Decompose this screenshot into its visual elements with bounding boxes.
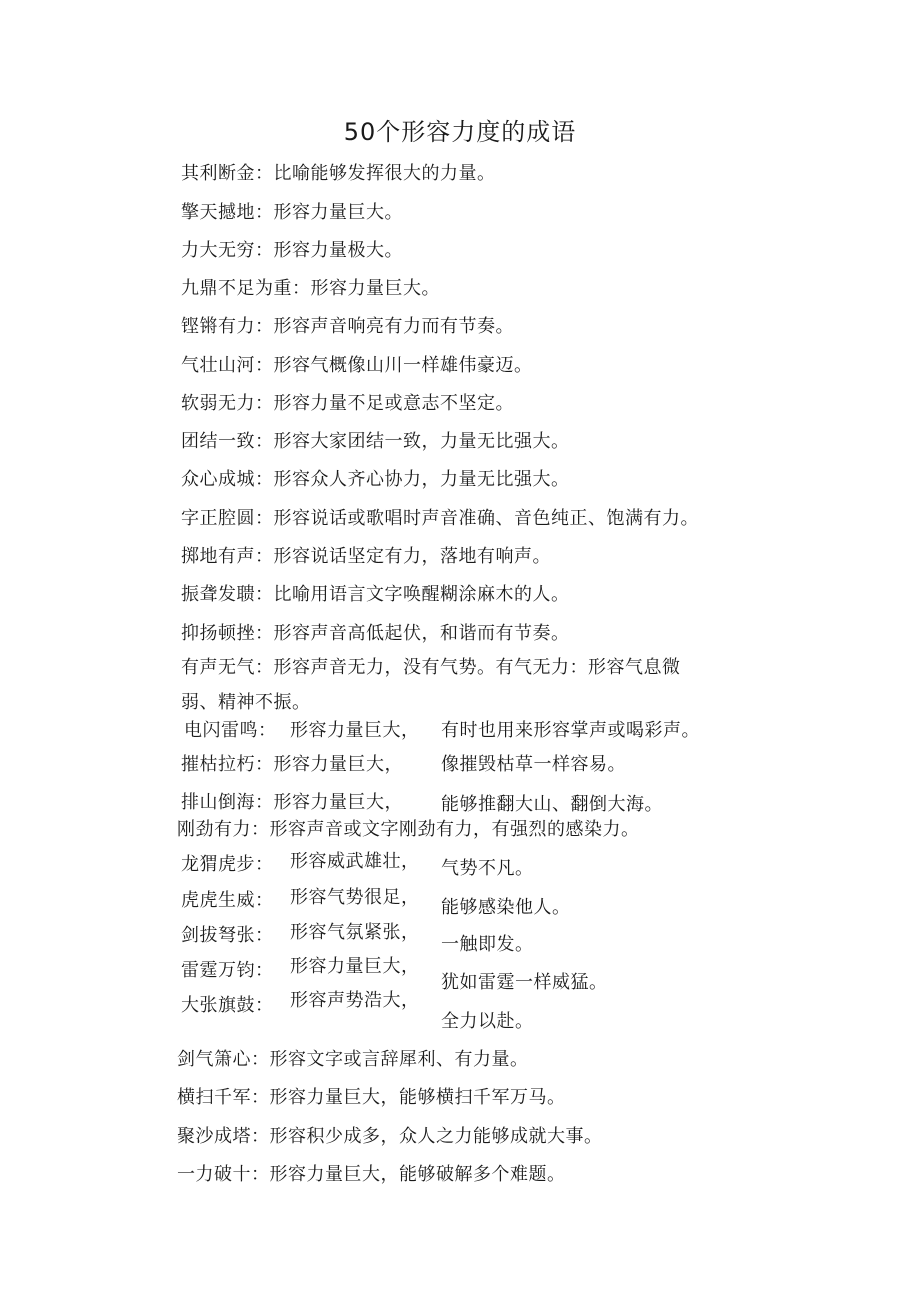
body-line: 犹如雷霆一样威猛。: [441, 972, 608, 993]
body-line: 横扫千军：形容力量巨大，能够横扫千军万马。: [177, 1087, 566, 1108]
body-line: 众心成城：形容众人齐心协力，力量无比强大。: [181, 469, 570, 490]
body-line: 形容气势很足，: [290, 887, 420, 908]
body-line: 铿锵有力：形容声音响亮有力而有节奏。: [181, 316, 514, 337]
body-line: 擎天撼地：形容力量巨大。: [181, 202, 403, 223]
body-line: 像摧毁枯草一样容易。: [441, 754, 626, 775]
body-line: 大张旗鼓：: [181, 995, 274, 1016]
body-line: 一触即发。: [441, 934, 534, 955]
body-line: 掷地有声：形容说话坚定有力，落地有响声。: [181, 546, 551, 567]
body-line: 形容力量巨大，: [290, 956, 420, 977]
body-line: 能够感染他人。: [441, 897, 571, 918]
page-title: 50个形容力度的成语: [343, 118, 577, 146]
body-line: 弱、精神不振。: [181, 692, 311, 713]
body-line: 雷霆万钧：: [181, 960, 274, 981]
body-line: 其利断金：比喻能够发挥很大的力量。: [181, 163, 496, 184]
body-line: 全力以赴。: [441, 1011, 534, 1032]
body-line: 虎虎生威：: [181, 890, 274, 911]
body-line: 抑扬顿挫：形容声音高低起伏，和谐而有节奏。: [181, 623, 570, 644]
body-line: 形容力量巨大，: [290, 720, 420, 741]
body-line: 剑气箫心：形容文字或言辞犀利、有力量。: [177, 1049, 529, 1070]
body-line: 剑拔弩张：: [181, 925, 274, 946]
body-line: 团结一致：形容大家团结一致，力量无比强大。: [181, 431, 570, 452]
body-line: 能够推翻大山、翻倒大海。: [441, 794, 663, 815]
body-line: 力大无穷：形容力量极大。: [181, 240, 403, 261]
body-line: 电闪雷鸣：: [184, 720, 277, 741]
body-line: 软弱无力：形容力量不足或意志不坚定。: [181, 393, 514, 414]
body-line: 九鼎不足为重：形容力量巨大。: [181, 278, 440, 299]
body-line: 排山倒海：形容力量巨大，: [181, 792, 403, 813]
body-line: 龙猬虎步：: [181, 854, 274, 875]
body-line: 气壮山河：形容气概像山川一样雄伟豪迈。: [181, 355, 533, 376]
body-line: 刚劲有力：形容声音或文字刚劲有力，有强烈的感染力。: [177, 819, 640, 840]
body-line: 摧枯拉朽：形容力量巨大，: [181, 754, 403, 775]
body-line: 聚沙成塔：形容积少成多，众人之力能够成就大事。: [177, 1126, 603, 1147]
body-line: 形容威武雄壮，: [290, 851, 420, 872]
body-line: 形容气氛紧张，: [290, 922, 420, 943]
body-line: 有声无气：形容声音无力，没有气势。有气无力：形容气息微: [181, 657, 681, 678]
body-line: 一力破十：形容力量巨大，能够破解多个难题。: [177, 1164, 566, 1185]
body-line: 有时也用来形容掌声或喝彩声。: [441, 720, 700, 741]
body-line: 形容声势浩大，: [290, 990, 420, 1011]
body-line: 气势不凡。: [441, 858, 534, 879]
body-line: 振聋发聩：比喻用语言文字唤醒糊涂麻木的人。: [181, 584, 570, 605]
body-line: 字正腔圆：形容说话或歌唱时声音准确、音色纯正、饱满有力。: [181, 508, 699, 529]
